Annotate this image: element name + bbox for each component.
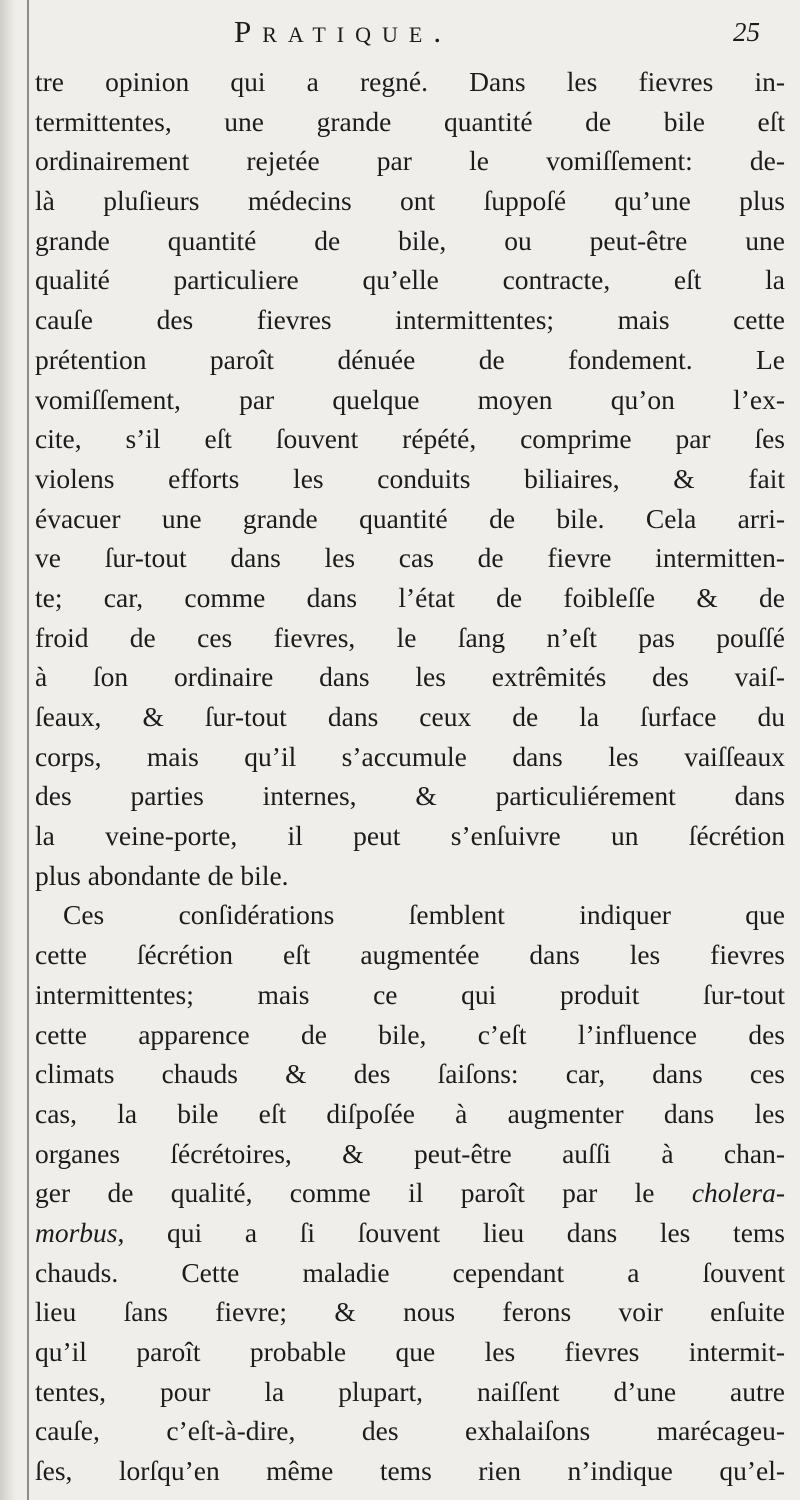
running-head: Pratique.: [234, 14, 453, 49]
text-line: à ſon ordinaire dans les extrêmités des vaiſ-: [35, 661, 785, 693]
text-line: ve ſur-tout dans les cas de fievre intermitten-: [35, 542, 785, 574]
page-edge-shadow: [0, 0, 16, 1500]
text-line: lieu ſans fievre; & nous ferons voir enſuite: [35, 1296, 785, 1328]
text-line: intermittentes; mais ce qui produit ſur-tout: [35, 978, 785, 1010]
text-line: la veine-porte, il peut s’enſuivre un ſécrétion: [35, 820, 785, 852]
text-line: ſes, lorſqu’en même tems rien n’indique qu’el-: [35, 1455, 785, 1487]
margin-rule: [27, 0, 29, 1500]
text-segment: ger de qualité, comme il paroît par le: [35, 1177, 655, 1209]
text-line: qualité particuliere qu’elle contracte, eſt la: [35, 264, 785, 296]
text-line: cauſe des fievres intermittentes; mais cette: [35, 304, 785, 336]
text-line: grande quantité de bile, ou peut-être une: [35, 224, 785, 256]
text-line: froid de ces fievres, le ſang n’eſt pas pouſſé: [35, 621, 785, 653]
text-line: tre opinion qui a regné. Dans les fievres in-: [35, 66, 785, 97]
italic-term: morbus: [35, 1216, 118, 1248]
italic-term: cholera-: [691, 1177, 785, 1209]
text-line: ordinairement rejetée par le vomiſſement: de-: [35, 145, 785, 177]
text-line: ſeaux, & ſur-tout dans ceux de la ſurface du: [35, 701, 785, 732]
text-line: termittentes, une grande quantité de bile eſt: [35, 105, 785, 137]
text-line: te; car, comme dans l’état de foibleſſe & de: [35, 581, 785, 613]
text-line: corps, mais qu’il s’accumule dans les vaiſſeaux: [35, 740, 785, 772]
text-line: vomiſſement, par quelque moyen qu’on l’ex-: [35, 383, 785, 415]
text-line: cette apparence de bile, c’eſt l’influence des: [35, 1018, 785, 1050]
page-number: 25: [733, 17, 760, 47]
text-line: organes ſécrétoires, & peut-être auſſi à chan-: [35, 1137, 785, 1169]
text-line: violens efforts les conduits biliaires, & fait: [35, 462, 785, 494]
text-line: [35, 1213, 785, 1253]
page-header: [32, 14, 794, 54]
text-line: plus abondante de bile.: [35, 859, 289, 891]
text-line: chauds. Cette maladie cependant a ſouvent: [35, 1256, 785, 1288]
text-line: [35, 1173, 785, 1213]
text-line: là pluſieurs médecins ont ſuppoſé qu’une plus: [35, 185, 785, 217]
text-line: prétention paroît dénuée de fondement. Le: [35, 343, 785, 375]
text-line: tentes, pour la plupart, naiſſent d’une autre: [35, 1375, 785, 1407]
text-line: cette ſécrétion eſt augmentée dans les fievres: [35, 939, 785, 971]
text-line: cite, s’il eſt ſouvent répété, comprime par ſes: [35, 423, 785, 455]
text-line: cas, la bile eſt diſpoſée à augmenter dans les: [35, 1097, 785, 1129]
text-line: cauſe, c’eſt-à-dire, des exhalaiſons marécageu-: [35, 1415, 785, 1447]
text-line: qu’il paroît probable que les fievres intermit-: [35, 1336, 785, 1367]
text-line: Ces conſidérations ſemblent indiquer que: [63, 899, 785, 931]
text-line: des parties internes, & particuliérement dans: [35, 780, 785, 812]
text-line: évacuer une grande quantité de bile. Cela arri-: [35, 502, 785, 534]
body-text: [35, 62, 785, 1491]
text-line: climats chauds & des ſaiſons: car, dans ces: [35, 1058, 785, 1090]
text-segment: , qui a ſi ſouvent lieu dans les tems: [117, 1216, 785, 1248]
